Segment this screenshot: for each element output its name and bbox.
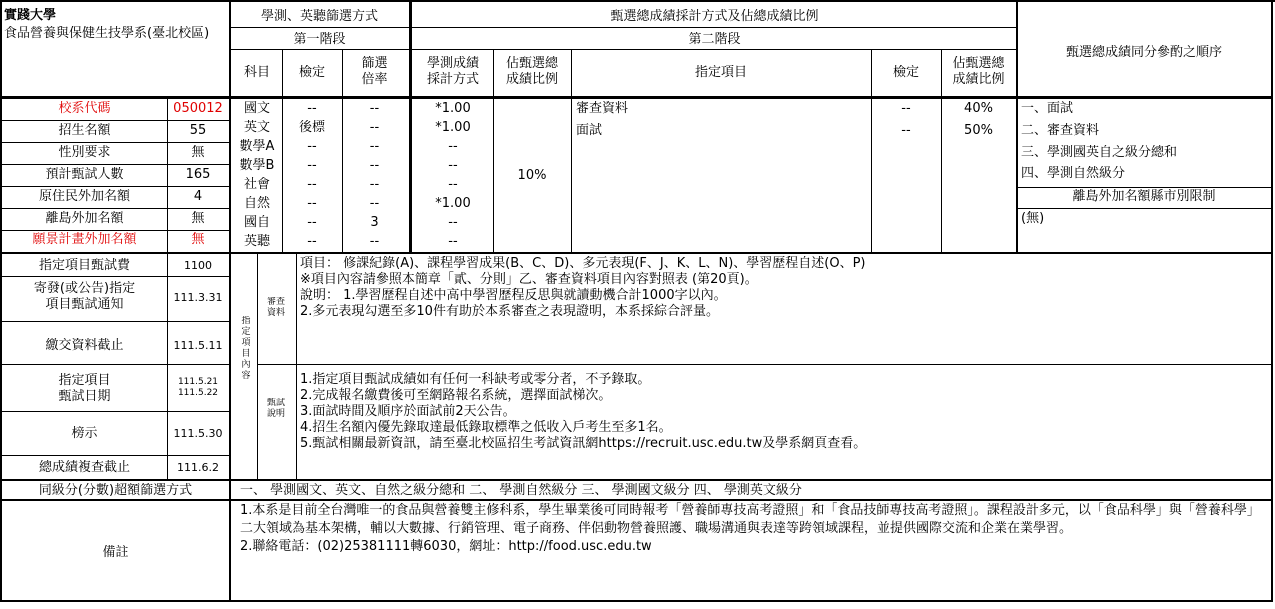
info-label-island: 離島外加名額 — [45, 211, 124, 226]
subject-ratio: -- — [369, 139, 380, 154]
subject-name: 英聽 — [243, 234, 270, 249]
border-top — [0, 0, 1275, 2]
v-line — [229, 479, 231, 601]
exam-text: 1.指定項目甄試成績如有任何一科缺考或零分者，不予錄取。 2.完成報名繳費後可至網路報名系統，選擇面試梯次。 3.面試時間及順序於面試前2天公告。 4.招生名額內優先錄取達最低錄取標準之低收入戶考生至多1名。 5.甄試相關最新資訊，請至臺北校區招生考試資訊網https://recruit.usc.edu.tw及學系網頁查看。 — [300, 372, 867, 451]
subject-name: 英文 — [243, 120, 270, 135]
subject-check: 後標 — [298, 120, 325, 135]
designated-check-review: -- — [901, 101, 911, 116]
h-line — [0, 499, 1273, 501]
v-line-thick — [409, 0, 412, 253]
subject-ratio: -- — [369, 177, 380, 192]
v-line — [167, 253, 168, 480]
exam-section-title: 學測、英聽篩選方式 — [260, 9, 378, 24]
designated-check-interview: -- — [901, 123, 911, 138]
col-designated: 指定項目 — [694, 65, 747, 80]
subject-check: -- — [307, 101, 317, 116]
h-line — [230, 49, 1016, 50]
school-name: 實踐大學 — [4, 8, 57, 23]
subject-ratio: -- — [369, 234, 380, 249]
tiebreak-item: 三、學測國英自之級分總和 — [1021, 145, 1178, 160]
h-line — [2, 164, 230, 165]
info-label-applicants: 預計甄試人數 — [45, 167, 124, 182]
subject-ratio: -- — [369, 101, 380, 116]
subject-name: 數學A — [239, 139, 275, 154]
subject-check: -- — [307, 177, 317, 192]
v-line — [342, 49, 343, 253]
schedule-value-deadline: 111.5.11 — [173, 339, 223, 352]
h-line — [2, 120, 230, 121]
subject-check: -- — [307, 196, 317, 211]
h-line — [2, 208, 230, 209]
h-line-thick — [0, 96, 1273, 99]
col-subject: 科目 — [243, 65, 270, 80]
v-line — [941, 49, 942, 253]
schedule-label-notice: 寄發(或公告)指定 項目甄試通知 — [33, 281, 136, 312]
info-value-applicants: 165 — [185, 167, 211, 182]
schedule-label-recheck: 總成績複查截止 — [38, 460, 130, 475]
h-line — [2, 276, 230, 277]
overflow-rule-label: 同級分(分數)超額篩選方式 — [38, 483, 193, 498]
col-designated-pct: 佔甄選總 成績比例 — [952, 56, 1005, 87]
info-value-vision: 無 — [191, 232, 205, 247]
subject-method: *1.00 — [435, 196, 471, 211]
schedule-value-results: 111.5.30 — [173, 427, 223, 440]
info-value-island: 無 — [191, 211, 205, 226]
subject-method: -- — [448, 234, 458, 249]
info-label-vision: 願景計畫外加名額 — [32, 232, 137, 247]
subject-method: *1.00 — [435, 120, 471, 135]
tiebreak-item: 四、學測自然級分 — [1021, 166, 1126, 181]
schedule-label-results: 榜示 — [71, 426, 98, 441]
tiebreak-item: 二、審查資料 — [1021, 123, 1100, 138]
subject-name: 國文 — [243, 101, 270, 116]
h-line — [230, 27, 1016, 28]
island-restriction-header: 離島外加名額縣市別限制 — [1072, 189, 1216, 204]
info-label-code: 校系代碼 — [58, 101, 111, 116]
info-value-gender: 無 — [191, 145, 205, 160]
col-check: 檢定 — [298, 65, 325, 80]
v-line — [871, 49, 872, 253]
review-label: 審查 資料 — [266, 297, 285, 318]
overflow-rule-text: 一、 學測國文、英文、自然之級分總和 二、 學測自然級分 三、 學測國文級分 四、 學測英文級分 — [240, 483, 802, 498]
subject-total-pct: 10% — [517, 168, 547, 183]
subject-method: -- — [448, 158, 458, 173]
h-line — [257, 364, 1272, 365]
info-label-gender: 性別要求 — [58, 145, 111, 160]
content-side-label: 指 定 項 目 內 容 — [241, 316, 251, 381]
schedule-label-fee: 指定項目甄試費 — [38, 258, 130, 273]
h-line — [2, 455, 230, 456]
subject-check: -- — [307, 158, 317, 173]
col-method: 學測成績 採計方式 — [426, 56, 479, 87]
info-value-indigenous: 4 — [193, 189, 203, 204]
col-designated-check: 檢定 — [892, 65, 919, 80]
designated-item-interview: 面試 — [576, 123, 603, 138]
subject-name: 社會 — [243, 177, 270, 192]
v-line — [296, 253, 297, 480]
v-line — [493, 49, 494, 253]
subject-name: 自然 — [243, 196, 270, 211]
schedule-label-exam-date: 指定項目 甄試日期 — [58, 373, 111, 404]
h-line — [1018, 208, 1272, 209]
v-line — [1016, 0, 1018, 253]
designated-pct-review: 40% — [964, 101, 993, 116]
subject-method: -- — [448, 177, 458, 192]
subject-name: 數學B — [239, 158, 275, 173]
remarks-label: 備註 — [102, 545, 129, 560]
schedule-value-exam-date: 111.5.21 111.5.22 — [177, 377, 219, 398]
schedule-value-recheck: 111.6.2 — [177, 461, 219, 474]
h-line — [2, 142, 230, 143]
info-value-code: 050012 — [173, 101, 223, 116]
col-pct: 佔甄選總 成績比例 — [505, 56, 558, 87]
department-name: 食品營養與保健生技學系(臺北校區) — [4, 26, 210, 41]
h-line — [2, 186, 230, 187]
v-line — [571, 49, 572, 253]
v-line — [257, 253, 258, 480]
h-line — [2, 230, 230, 231]
subject-ratio: 3 — [370, 215, 379, 230]
subject-name: 國自 — [243, 215, 270, 230]
schedule-label-deadline: 繳交資料截止 — [45, 338, 124, 353]
subject-method: *1.00 — [435, 101, 471, 116]
border-left — [0, 0, 2, 602]
info-label-indigenous: 原住民外加名額 — [38, 189, 130, 204]
v-line — [282, 49, 283, 253]
border-bottom — [0, 600, 1273, 602]
subject-check: -- — [307, 139, 317, 154]
subject-method: -- — [448, 215, 458, 230]
v-line — [229, 0, 231, 480]
h-line — [1018, 187, 1272, 188]
designated-item-review: 審查資料 — [576, 101, 629, 116]
remarks-text: 1.本系是目前全台灣唯一的食品與營養雙主修科系，學生畢業後可同時報考「營養師專技高考證照」和「食品技師專技高考證照」。課程設計多元，以「食品科學」與「營養科學」二大領域為基本架構，輔以大數據、行銷管理、電子商務、伴侶動物營養照護、職場溝通與表達等跨領域課程，並提供國際交流和企業在業學習。 2.聯絡電話：(02)25381111轉6030，網址：http://food.usc.edu.tw — [240, 503, 1260, 554]
stage2-title: 第二階段 — [688, 32, 741, 47]
h-line — [2, 364, 230, 365]
h-line — [2, 411, 230, 412]
stage1-title: 第一階段 — [293, 32, 346, 47]
info-value-quota: 55 — [189, 123, 207, 138]
subject-ratio: -- — [369, 158, 380, 173]
designated-pct-interview: 50% — [964, 123, 993, 138]
tiebreak-header: 甄選總成績同分參酌之順序 — [1065, 45, 1222, 60]
h-line — [2, 321, 230, 322]
schedule-value-notice: 111.3.31 — [173, 291, 223, 304]
subject-method: -- — [448, 139, 458, 154]
review-text: 項目： 修課紀錄(A)、課程學習成果(B、C、D)、多元表現(F、J、K、L、N)、學習歷程自述(O、P) ※項目內容請參照本簡章「貳、分則」乙、審查資料項目內容對照表 (第20頁)。 說明： 1.學習歷程自述中高中學習歷程反思與就讀動機合計1000字以內。 2.多元表現勾選至多10件有助於本系審查之表現證明，本系採綜合評量。 — [300, 256, 866, 319]
subject-check: -- — [307, 234, 317, 249]
exam-label: 甄試 說明 — [266, 398, 285, 419]
total-section-title: 甄選總成績採計方式及佔總成績比例 — [610, 9, 819, 24]
subject-check: -- — [307, 215, 317, 230]
subject-ratio: -- — [369, 120, 380, 135]
col-ratio: 篩選 倍率 — [361, 56, 388, 87]
tiebreak-item: 一、面試 — [1021, 101, 1074, 116]
island-restriction-value: (無) — [1021, 211, 1045, 226]
h-line — [0, 479, 1273, 481]
subject-ratio: -- — [369, 196, 380, 211]
schedule-value-fee: 1100 — [184, 259, 212, 272]
h-line-thick — [0, 252, 1273, 254]
info-label-quota: 招生名額 — [58, 123, 111, 138]
border-right — [1271, 0, 1273, 602]
